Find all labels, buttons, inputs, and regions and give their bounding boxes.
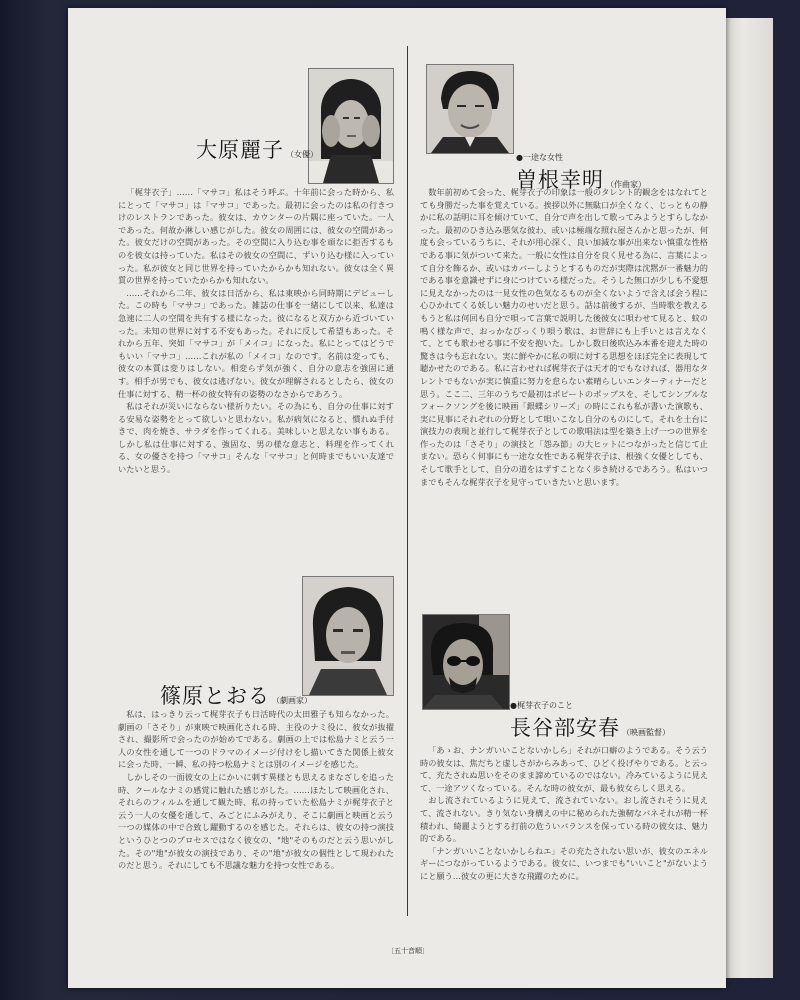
pamphlet-page <box>68 8 726 988</box>
article-header-hasebe <box>510 700 670 742</box>
author-role-sone: （作曲家） <box>606 180 646 189</box>
portrait-man-long-hair-icon <box>302 576 394 696</box>
author-name-hasebe: 長谷部安春 <box>510 716 620 740</box>
next-page-edge <box>724 18 773 978</box>
page-folio: 〔五十音順〕 <box>387 947 429 955</box>
author-name-shinohara: 篠原とおる <box>160 684 270 708</box>
paragraph: 私はそれが災いにならない様祈りたい。その為にも、自分の仕事に対する安易な姿勢をとって欲しいと思わない。私が病気になると、慣れぬ手付きで、肉を焼き、サラダを作ってくれる。美味しいと思えない事もある。しかし私は仕事に対する、強固な、男の様な意志と、料理を作ってくれる、女の優さを持つ「マサコ」そんな「マサコ」と何時までもいい友達でいたいと思う。 <box>118 401 394 475</box>
article-header-shinohara <box>160 680 312 710</box>
article-body-shinohara <box>118 708 394 872</box>
portrait-man-sunglasses-icon <box>422 614 510 710</box>
article-header-ohara <box>196 134 318 164</box>
paragraph: 「ナンガいいことないかしらねエ」その充たされない思いが、彼女のエネルギーにつながっているようである。彼女に、いつまでも"いいこと"がないようにと願う…彼女の更に大きな飛躍のために。 <box>420 845 708 881</box>
paragraph: おし流されているように見えて、流されていない。おし流されそうに見えて、流されない。きり気ない身構えの中に秘められた強靭なバネそれが精一杯積われ、綺麗ようとする打前の危ういバランスを保っている時の彼女は、魅力的である。 <box>420 795 708 844</box>
author-role-hasebe: （映画監督） <box>622 728 670 737</box>
paragraph: 「あゝお、ナンガいいことないかしら」それが口癖のようである。そう云う時の彼女は、焦だちと虚しさがからみあって、ひどく投げやりである。と云って、充たされぬ思いをそのまま諦めているのではない。冷みているように見えて、一途アツくなっている。そんな時の彼女が、最も彼女らしく思える。 <box>420 745 708 793</box>
portrait-man-smiling-icon <box>426 64 514 154</box>
article-body-ohara <box>118 186 394 476</box>
article-body-sone <box>420 186 708 488</box>
author-role-ohara: （女優） <box>286 150 318 159</box>
author-name-ohara: 大原麗子 <box>196 138 284 162</box>
article-body-hasebe <box>420 744 708 883</box>
article-caption-hasebe: ●梶芽衣子のこと <box>510 701 573 710</box>
paragraph: 数年前初めて会った、梶芽衣子の印象は一般のタレント的観念をはなれてとても身勝だった事を覚えている。挨拶以外に無駄口が全くなく、じっともの静かに私の話明に耳を傾けていて、自分で声を出して歌ってみようとすらしなかった。最初のひき込み悪気な彼わ、或いは極端な照れ屋さんかと思ったが、何度も会っているうちに、それが用心深く、良い加減な事が出来ない慎重な性格である事に気がついて来た。一般に女性は自分を良く見せる為に、言葉によって自分を飾るか、或いはカバーしようとするものだが実際は沈黙が一番魅力的である事を意識せずに身につけている様だった。そうした無口が少しも不愛想に見えなかったのは一見女性の色気なるものが全くないようで含えば会う程に心ひかれてくる妖しい魅力のせいだと思う。話は前後するが、当時歌を教えるもうと私は何回も自分で唄って言葉で説明した後彼女に唄わせて見ると、蚊の鳴く様な声で、おっかなびっくり唄う歌は、お世辞にも上手いとは言えなくて、とても歌わせる事に不安を抱いた。しかし数日後吹込み本番を迎えた時の驚きは今も忘れない。実に鮮やかに私の唄に対する思想をほぼ完全に表現して聴かせたのである。私に言わせれば梶芽衣子は天才的でもなければ、器用なタレントでもないが実に慎重に努力を怠らない素晴らしいエンターティナーだと思う。ここ二、三年のうちで最初はポピートのポップスを、そしてシンプルなフォークソングを後に映画「銀蝶シリーズ」の時にこれも私が書いた演歌も、実に見事にそれぞれの分野として唄いこなし自分のものにして。それを土台に演技力の表現と並行して梶芽衣子としての歌唱法は型を築き上げ一つの世界を作ったのは「さそり」の演技と「怨み節」の大ヒットにつながったと信じて止まない。恐らく何事にも一途な女性である梶芽衣子は、根強く女優としても、そして歌手として、自分の道をはずすことなく歩き続けるであろう。私はいつまでもそんな梶芽衣子を見守っていきたいと思います。 <box>420 187 708 487</box>
author-role-shinohara: （劇画家） <box>272 696 312 705</box>
column-divider <box>407 46 408 916</box>
paragraph: ……それから二年、彼女は日活から、私は東映から同時期にデビューした。この時も「マサコ」であった。雑誌の仕事を一緒にして以来、私達は急速に二人の空間を共有する様になった。彼になると双方から近づいていった。未知の世界に対する不安もあった。それに反して希望もあった。それから五年、突如「マサコ」が「メイコ」になった。私にとってはどうでもいい「マサコ」……これが私の「メイコ」なのです。名前は変っても、彼女の本質は変りはしない。相変らず気が強く、自分の意志を強固に通す。相手が男でも、彼女は逃げない。彼女が理解されるとしたら、彼女の仕事に対する、精一杯の彼女特有の姿勢のなさからであろう。 <box>118 287 394 399</box>
author-name-sone: 曽根幸明 <box>516 168 604 192</box>
paragraph: しかしその一面彼女の上にかいに刺す異様とも思えるまなざしを追った時、クールなナミの感覚に触れた感じがした。……ほたして映画化され、それらのフィルムを通して観た時、私の持っていた松島ナミが梶芽衣子と云う一人の女優を通して、みごとにふみがえり、そこに劇画と映画と云う一つの媒体の中で合致し躍動するのを感じた。それらは、彼女の持つ演技というひとつのプロセスではなく彼女の、"地"そのものだと云う思いがした。その"地"が彼女の演技であり、その"地"が彼女の個性として現われたのだと思う。それにしても不思議な魅力を持つ女性である。 <box>118 771 394 871</box>
article-caption-sone: ●一途な女性 <box>516 153 563 162</box>
paragraph: 私は、はっきり云って梶芽衣子も日活時代の太田雅子も知らなかった。劇画の「さそり」が東映で映画化される時、主役のナミ役に、彼女が抜擢され、撮影所で会ったのが始めてである。劇画の上では松島ナミと云う一人の女性を通して一つのドラマのイメージ付けをし描いてきた関係上彼女に会った時、一瞬、私の持つ松島ナミとは別のイメージを感じた。 <box>118 709 394 770</box>
portrait-woman-hands-on-face-icon <box>308 68 394 184</box>
paragraph: 「梶芽衣子」……「マサコ」私はそう呼ぶ。十年前に会った時から、私にとって「マサコ」は「マサコ」であった。最初に会ったのは私の行きつけのレストランであった。彼女は、カウンターの片隅に座っていた。一人であった。何故か淋しい感じがした。彼女の周囲には、彼女の空間があった。彼女だけの空間があった。その空間に入り込む事を頑なに拒否するものを彼女は持っていた。私はその彼女の空間に、ずいり込む様に入っていった。私が彼女と同じ世界を持っていたからかも知れない。彼女は全く異質の世界を持っていたからかも知れない。 <box>118 187 394 286</box>
